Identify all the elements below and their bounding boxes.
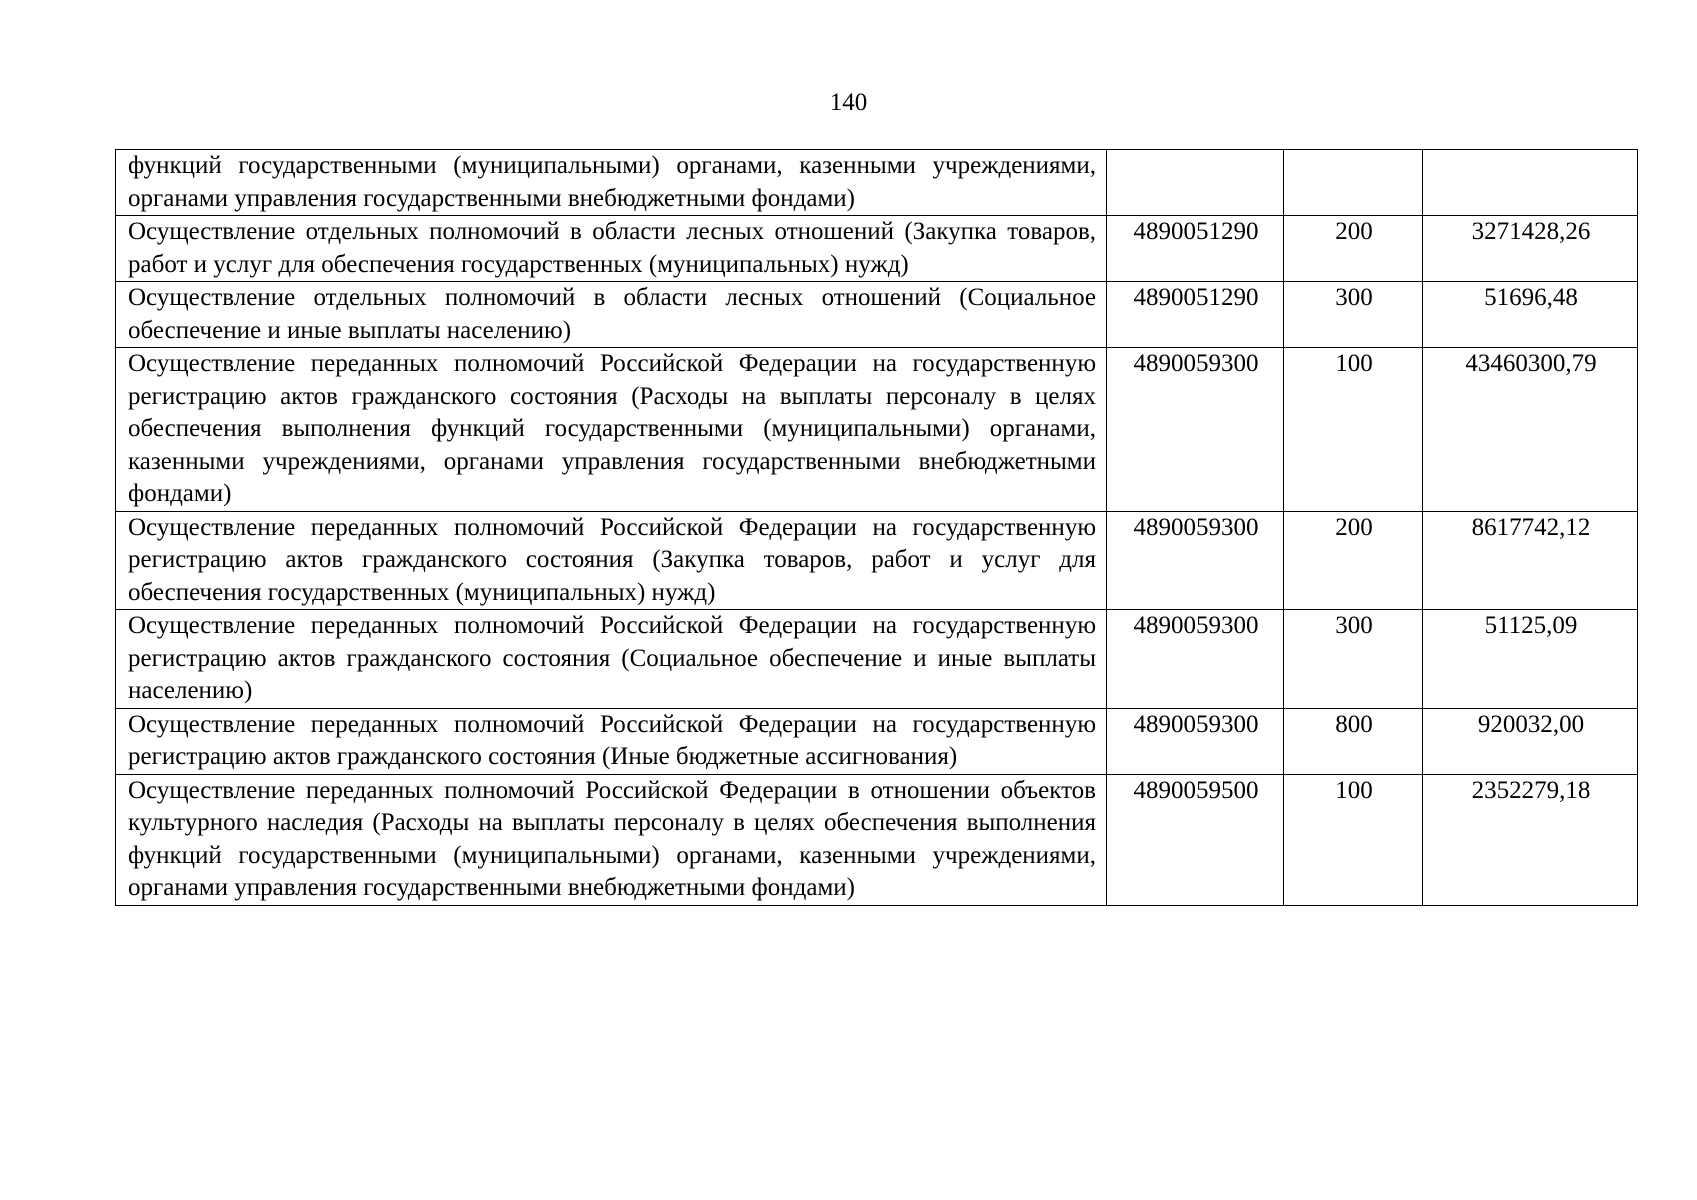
row-description: Осуществление переданных полномочий Российской Федерации в отношении объектов культурного наследия (Расходы на выплаты персоналу в целях обеспечения выполнения функций государственными (муниципальными) органами, казенными учреждениями, органами управления государственными внебюджетными фондами): [116, 774, 1107, 905]
row-description: Осуществление переданных полномочий Российской Федерации на государственную регистрацию актов гражданского состояния (Иные бюджетные ассигнования): [116, 708, 1107, 774]
row-code: 4890059300: [1107, 348, 1284, 512]
row-description: Осуществление отдельных полномочий в области лесных отношений (Закупка товаров, работ и услуг для обеспечения государственных (муниципальных) нужд): [116, 216, 1107, 282]
table-row: [116, 150, 1638, 216]
row-code: 4890059500: [1107, 774, 1284, 905]
row-description: функций государственными (муниципальными) органами, казенными учреждениями, органами управления государственными внебюджетными фондами): [116, 150, 1107, 216]
row-amount: 920032,00: [1423, 708, 1638, 774]
row-amount: 3271428,26: [1423, 216, 1638, 282]
row-expense-type: 100: [1284, 774, 1423, 905]
row-code: 4890059300: [1107, 610, 1284, 709]
budget-table: [115, 149, 1638, 906]
row-expense-type: [1284, 150, 1423, 216]
row-amount: 51125,09: [1423, 610, 1638, 709]
row-expense-type: 100: [1284, 348, 1423, 512]
row-expense-type: 200: [1284, 216, 1423, 282]
row-code: [1107, 150, 1284, 216]
table-row: [116, 774, 1638, 905]
row-code: 4890051290: [1107, 282, 1284, 348]
row-code: 4890059300: [1107, 708, 1284, 774]
row-expense-type: 300: [1284, 282, 1423, 348]
table-row: [116, 708, 1638, 774]
table-row: [116, 282, 1638, 348]
table-row: [116, 216, 1638, 282]
row-amount: [1423, 150, 1638, 216]
page-number: 140: [829, 89, 868, 116]
row-expense-type: 800: [1284, 708, 1423, 774]
table-row: [116, 348, 1638, 512]
row-expense-type: 300: [1284, 610, 1423, 709]
row-description: Осуществление переданных полномочий Российской Федерации на государственную регистрацию актов гражданского состояния (Закупка товаров, работ и услуг для обеспечения государственных (муниципальных) нужд): [116, 511, 1107, 610]
row-amount: 51696,48: [1423, 282, 1638, 348]
row-amount: 2352279,18: [1423, 774, 1638, 905]
row-code: 4890059300: [1107, 511, 1284, 610]
row-description: Осуществление переданных полномочий Российской Федерации на государственную регистрацию актов гражданского состояния (Социальное обеспечение и иные выплаты населению): [116, 610, 1107, 709]
row-amount: 43460300,79: [1423, 348, 1638, 512]
row-amount: 8617742,12: [1423, 511, 1638, 610]
row-expense-type: 200: [1284, 511, 1423, 610]
table-row: [116, 610, 1638, 709]
row-description: Осуществление переданных полномочий Российской Федерации на государственную регистрацию актов гражданского состояния (Расходы на выплаты персоналу в целях обеспечения выполнения функций государственными (муниципальными) органами, казенными учреждениями, органами управления государственными внебюджетными фондами): [116, 348, 1107, 512]
table-row: [116, 511, 1638, 610]
row-code: 4890051290: [1107, 216, 1284, 282]
row-description: Осуществление отдельных полномочий в области лесных отношений (Социальное обеспечение и иные выплаты населению): [116, 282, 1107, 348]
